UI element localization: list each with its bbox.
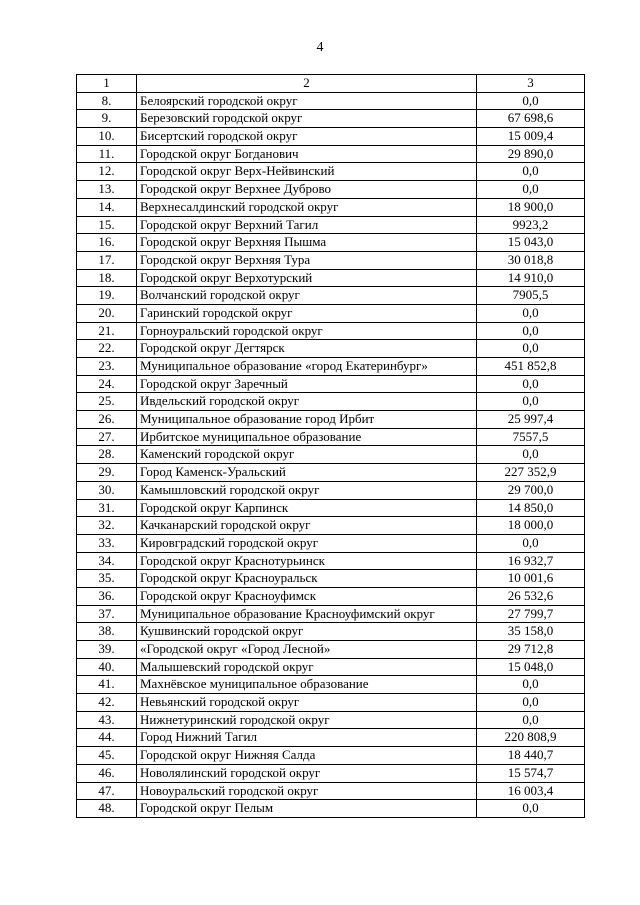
municipality-name: Городской округ Нижняя Салда xyxy=(137,747,477,765)
row-number: 26. xyxy=(77,411,137,429)
table-row xyxy=(77,340,585,358)
allocation-value: 15 009,4 xyxy=(477,128,585,146)
row-number: 23. xyxy=(77,358,137,376)
allocation-value: 0,0 xyxy=(477,800,585,818)
row-number: 16. xyxy=(77,234,137,252)
row-number: 39. xyxy=(77,641,137,659)
municipality-name: Березовский городской округ xyxy=(137,110,477,128)
row-number: 41. xyxy=(77,676,137,694)
table-row xyxy=(77,428,585,446)
row-number: 34. xyxy=(77,552,137,570)
table-row xyxy=(77,163,585,181)
municipality-name: Городской округ Дегтярск xyxy=(137,340,477,358)
allocation-value: 18 000,0 xyxy=(477,517,585,535)
row-number: 46. xyxy=(77,764,137,782)
row-number: 17. xyxy=(77,251,137,269)
row-number: 20. xyxy=(77,304,137,322)
table-header-row xyxy=(77,75,585,93)
allocation-value: 0,0 xyxy=(477,711,585,729)
allocation-value: 27 799,7 xyxy=(477,605,585,623)
municipality-name: Нижнетуринский городской округ xyxy=(137,711,477,729)
row-number: 9. xyxy=(77,110,137,128)
municipality-name: Городской округ Краснотурьинск xyxy=(137,552,477,570)
row-number: 12. xyxy=(77,163,137,181)
municipality-name: Невьянский городской округ xyxy=(137,694,477,712)
row-number: 42. xyxy=(77,694,137,712)
table-row xyxy=(77,694,585,712)
municipality-name: Ивдельский городской округ xyxy=(137,393,477,411)
row-number: 27. xyxy=(77,428,137,446)
row-number: 47. xyxy=(77,782,137,800)
row-number: 21. xyxy=(77,322,137,340)
row-number: 29. xyxy=(77,464,137,482)
table-row xyxy=(77,552,585,570)
allocation-value: 14 850,0 xyxy=(477,499,585,517)
allocation-value: 7905,5 xyxy=(477,287,585,305)
table-row xyxy=(77,269,585,287)
row-number: 32. xyxy=(77,517,137,535)
municipality-name: Городской округ Верх-Нейвинский xyxy=(137,163,477,181)
municipality-name: Городской округ Карпинск xyxy=(137,499,477,517)
municipality-name: Городской округ Верхотурский xyxy=(137,269,477,287)
municipality-name: Кушвинский городской округ xyxy=(137,623,477,641)
table-row xyxy=(77,570,585,588)
allocation-value: 451 852,8 xyxy=(477,358,585,376)
allocation-value: 9923,2 xyxy=(477,216,585,234)
allocation-value: 16 003,4 xyxy=(477,782,585,800)
municipality-name: Бисертский городской округ xyxy=(137,128,477,146)
allocation-value: 0,0 xyxy=(477,534,585,552)
table-row xyxy=(77,251,585,269)
row-number: 30. xyxy=(77,481,137,499)
allocation-value: 15 043,0 xyxy=(477,234,585,252)
table-row xyxy=(77,517,585,535)
allocation-value: 10 001,6 xyxy=(477,570,585,588)
page-number: 4 xyxy=(316,40,324,55)
municipal-allocation-table xyxy=(76,74,585,818)
table-row xyxy=(77,587,585,605)
allocation-value: 29 700,0 xyxy=(477,481,585,499)
allocation-value: 0,0 xyxy=(477,92,585,110)
allocation-value: 7557,5 xyxy=(477,428,585,446)
municipality-name: Городской округ Красноуфимск xyxy=(137,587,477,605)
municipality-name: Городской округ Верхний Тагил xyxy=(137,216,477,234)
table-row xyxy=(77,729,585,747)
municipality-name: Муниципальное образование Красноуфимский округ xyxy=(137,605,477,623)
allocation-value: 0,0 xyxy=(477,694,585,712)
table-row xyxy=(77,322,585,340)
allocation-value: 14 910,0 xyxy=(477,269,585,287)
table-row xyxy=(77,145,585,163)
allocation-value: 0,0 xyxy=(477,676,585,694)
table-row xyxy=(77,534,585,552)
row-number: 48. xyxy=(77,800,137,818)
row-number: 28. xyxy=(77,446,137,464)
municipality-name: Ирбитское муниципальное образование xyxy=(137,428,477,446)
table-row xyxy=(77,411,585,429)
column-header-number: 1 xyxy=(77,75,137,93)
municipality-name: Кировградский городской округ xyxy=(137,534,477,552)
municipality-name: Муниципальное образование город Ирбит xyxy=(137,411,477,429)
table-row xyxy=(77,764,585,782)
row-number: 35. xyxy=(77,570,137,588)
allocation-value: 67 698,6 xyxy=(477,110,585,128)
column-header-value: 3 xyxy=(477,75,585,93)
allocation-value: 0,0 xyxy=(477,304,585,322)
table-row xyxy=(77,623,585,641)
municipality-name: Горноуральский городской округ xyxy=(137,322,477,340)
municipality-name: Городской округ Красноуральск xyxy=(137,570,477,588)
allocation-value: 29 712,8 xyxy=(477,641,585,659)
table-row xyxy=(77,446,585,464)
row-number: 25. xyxy=(77,393,137,411)
municipality-name: Верхнесалдинский городской округ xyxy=(137,198,477,216)
municipality-name: Городской округ Верхнее Дуброво xyxy=(137,181,477,199)
municipality-name: Белоярский городской округ xyxy=(137,92,477,110)
municipality-name: «Городской округ «Город Лесной» xyxy=(137,641,477,659)
municipality-name: Каменский городской округ xyxy=(137,446,477,464)
row-number: 33. xyxy=(77,534,137,552)
allocation-value: 220 808,9 xyxy=(477,729,585,747)
row-number: 11. xyxy=(77,145,137,163)
table-row xyxy=(77,216,585,234)
row-number: 43. xyxy=(77,711,137,729)
row-number: 38. xyxy=(77,623,137,641)
table-row xyxy=(77,782,585,800)
row-number: 44. xyxy=(77,729,137,747)
allocation-value: 0,0 xyxy=(477,181,585,199)
table-row xyxy=(77,393,585,411)
row-number: 15. xyxy=(77,216,137,234)
table-row xyxy=(77,110,585,128)
table-row xyxy=(77,658,585,676)
allocation-value: 0,0 xyxy=(477,322,585,340)
allocation-value: 18 440,7 xyxy=(477,747,585,765)
municipality-name: Город Нижний Тагил xyxy=(137,729,477,747)
table-row xyxy=(77,92,585,110)
municipality-name: Малышевский городской округ xyxy=(137,658,477,676)
table-row xyxy=(77,304,585,322)
allocation-value: 35 158,0 xyxy=(477,623,585,641)
row-number: 37. xyxy=(77,605,137,623)
municipality-name: Городской округ Верхняя Пышма xyxy=(137,234,477,252)
municipality-name: Качканарский городской округ xyxy=(137,517,477,535)
municipality-name: Гаринский городской округ xyxy=(137,304,477,322)
row-number: 14. xyxy=(77,198,137,216)
row-number: 40. xyxy=(77,658,137,676)
allocation-value: 30 018,8 xyxy=(477,251,585,269)
table-row xyxy=(77,747,585,765)
allocation-value: 0,0 xyxy=(477,393,585,411)
row-number: 19. xyxy=(77,287,137,305)
table-row xyxy=(77,128,585,146)
allocation-value: 15 574,7 xyxy=(477,764,585,782)
column-header-name: 2 xyxy=(137,75,477,93)
allocation-value: 0,0 xyxy=(477,375,585,393)
municipality-name: Муниципальное образование «город Екатеринбург» xyxy=(137,358,477,376)
allocation-value: 16 932,7 xyxy=(477,552,585,570)
table-row xyxy=(77,464,585,482)
row-number: 8. xyxy=(77,92,137,110)
row-number: 24. xyxy=(77,375,137,393)
municipality-name: Новолялинский городской округ xyxy=(137,764,477,782)
row-number: 36. xyxy=(77,587,137,605)
municipality-name: Городской округ Верхняя Тура xyxy=(137,251,477,269)
table-row xyxy=(77,481,585,499)
table-row xyxy=(77,676,585,694)
row-number: 10. xyxy=(77,128,137,146)
municipality-name: Камышловский городской округ xyxy=(137,481,477,499)
municipality-name: Город Каменск-Уральский xyxy=(137,464,477,482)
row-number: 45. xyxy=(77,747,137,765)
table-row xyxy=(77,605,585,623)
table-row xyxy=(77,198,585,216)
table-row xyxy=(77,181,585,199)
municipality-name: Волчанский городской округ xyxy=(137,287,477,305)
allocation-value: 227 352,9 xyxy=(477,464,585,482)
row-number: 31. xyxy=(77,499,137,517)
table-row xyxy=(77,287,585,305)
table-body xyxy=(77,75,585,818)
table-row xyxy=(77,358,585,376)
allocation-value: 0,0 xyxy=(477,340,585,358)
allocation-value: 18 900,0 xyxy=(477,198,585,216)
table-row xyxy=(77,641,585,659)
municipality-name: Городской округ Пелым xyxy=(137,800,477,818)
row-number: 22. xyxy=(77,340,137,358)
municipality-name: Городской округ Заречный xyxy=(137,375,477,393)
row-number: 18. xyxy=(77,269,137,287)
row-number: 13. xyxy=(77,181,137,199)
table-row xyxy=(77,711,585,729)
municipality-name: Махнёвское муниципальное образование xyxy=(137,676,477,694)
municipality-name: Новоуральский городской округ xyxy=(137,782,477,800)
municipality-name: Городской округ Богданович xyxy=(137,145,477,163)
allocation-value: 29 890,0 xyxy=(477,145,585,163)
allocation-value: 0,0 xyxy=(477,446,585,464)
allocation-value: 0,0 xyxy=(477,163,585,181)
table-row xyxy=(77,800,585,818)
table-row xyxy=(77,375,585,393)
table-row xyxy=(77,499,585,517)
allocation-value: 26 532,6 xyxy=(477,587,585,605)
allocation-value: 25 997,4 xyxy=(477,411,585,429)
allocation-value: 15 048,0 xyxy=(477,658,585,676)
table-row xyxy=(77,234,585,252)
